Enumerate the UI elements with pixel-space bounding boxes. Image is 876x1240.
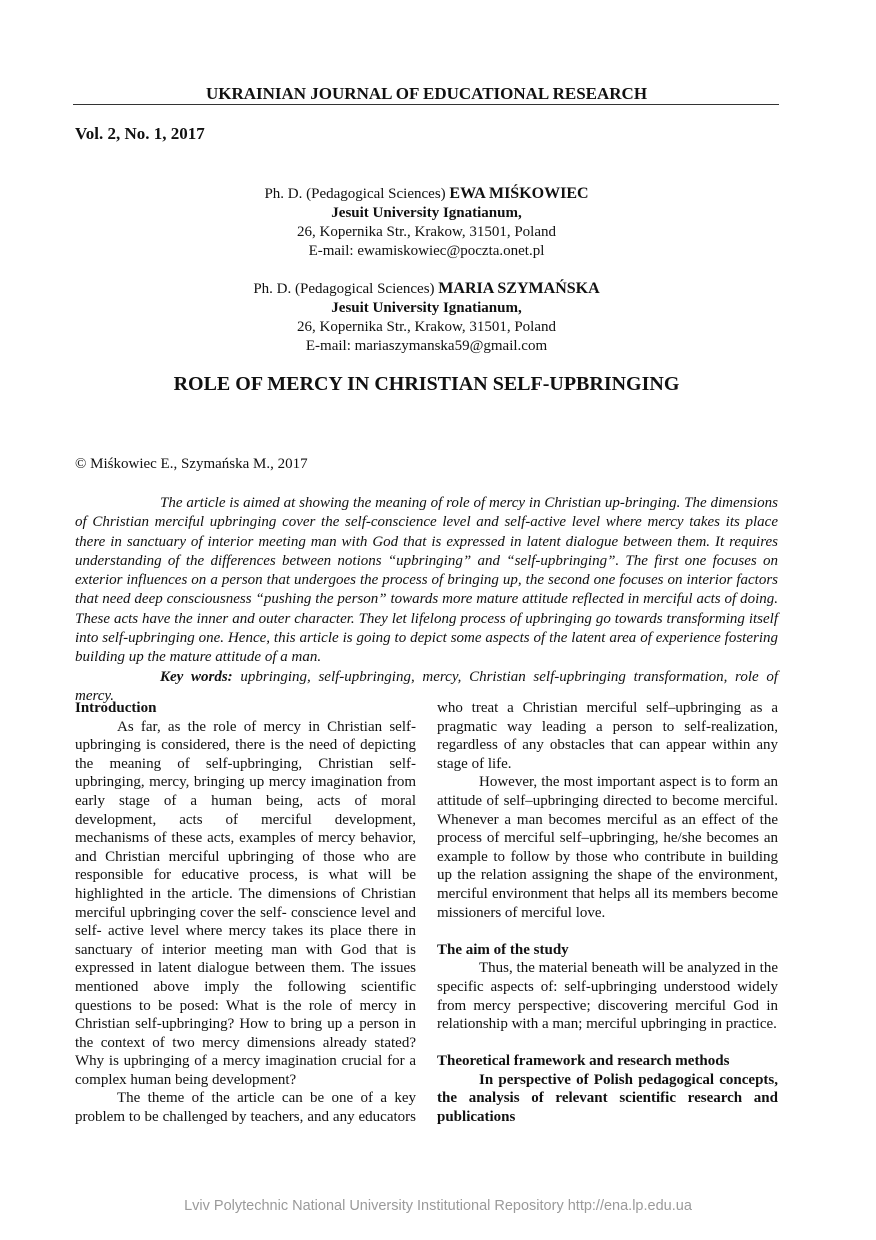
abstract	[75, 494, 778, 706]
author-affiliation: Jesuit University Ignatianum,	[331, 205, 522, 221]
keywords-label: Key words:	[160, 668, 233, 685]
copyright: © Miśkowiec E., Szymańska M., 2017	[75, 456, 308, 472]
paragraph: Thus, the material beneath will be analyzed in the specific aspects of: self-upbringing understood widely from mercy perspective; discovering merciful God in relationship with a man; merciful upbringing in practice.	[437, 960, 778, 1033]
author-affiliation: Jesuit University Ignatianum,	[331, 300, 522, 316]
volume-info: Vol. 2, No. 1, 2017	[75, 124, 205, 143]
author-degree: Ph. D. (Pedagogical Sciences)	[253, 281, 435, 297]
paragraph: As far, as the role of mercy in Christian self-upbringing is considered, there is the need of depicting the meaning of self-upbringing, Christian self-upbringing, mercy, bringing up mercy imagination from early stage of a human being, acts of moral development, acts of merciful development, mechanisms of these acts, examples of mercy behavior, and Christian merciful upbringing of those who are responsible for educative process, is what will be highlighted in the article. The dimensions of Christian merciful upbringing cover the self- conscience level and self- active level where mercy takes its place there in sanctuary of interior meeting man with God that is expressed in latent dialogue between them. The issues mentioned above imply the following scientific questions to be posed: What is the role of mercy in Christian self-upbringing? How to bring up a person in the context of two mercy dimensions already stated? Why is upbringing of a mercy imagination crucial for a complex human being development?	[75, 718, 416, 1088]
repository-footer: Lviv Polytechnic National University Institutional Repository http://ena.lp.edu.ua	[184, 1198, 692, 1214]
header-rule	[73, 104, 779, 105]
right-column	[437, 699, 778, 1127]
author-block	[75, 184, 778, 261]
paragraph: However, the most important aspect is to form an attitude of self–upbringing directed to become merciful. Whenever a man becomes merciful as an effect of the process of merciful self–upbringing, he/she becomes an example to follow by those who contribute in building up the relation assigning the shape of the environment, merciful environment that helps all its members become missioners of merciful love.	[437, 774, 778, 921]
article-title: ROLE OF MERCY IN CHRISTIAN SELF-UPBRINGING	[173, 373, 680, 395]
section-heading-aim: The aim of the study	[437, 941, 569, 958]
journal-title: UKRAINIAN JOURNAL OF EDUCATIONAL RESEARCH	[205, 84, 648, 103]
author-degree: Ph. D. (Pedagogical Sciences)	[264, 186, 446, 202]
keywords: upbringing, self-upbringing, mercy, Christian self-upbringing transformation, role of mercy.	[75, 668, 779, 704]
author-address: 26, Kopernika Str., Krakow, 31501, Poland	[297, 224, 556, 240]
author-email[interactable]: E-mail: mariaszymanska59@gmail.com	[305, 338, 548, 354]
paragraph: In perspective of Polish pedagogical concepts, the analysis of relevant scientific research and publications	[437, 1071, 778, 1126]
author-email[interactable]: E-mail: ewamiskowiec@poczta.onet.pl	[308, 243, 545, 259]
section-heading-methods: Theoretical framework and research methods	[437, 1053, 730, 1070]
author-name: MARIA SZYMAŃSKA	[438, 280, 600, 297]
left-column	[75, 699, 416, 1127]
section-heading-introduction: Introduction	[75, 700, 157, 716]
author-block	[75, 279, 778, 356]
paragraph: who treat a Christian merciful self–upbringing as a pragmatic way leading a person to self-realization, regardless of any obstacles that can appear within any stage of life.	[437, 700, 778, 772]
paragraph: The theme of the article can be one of a key problem to be challenged by teachers, and any educators	[75, 1090, 416, 1126]
author-name: EWA MIŚKOWIEC	[449, 185, 589, 202]
abstract-text: The article is aimed at showing the meaning of role of mercy in Christian up-bringing. The dimensions of Christian merciful upbringing cover the self-conscience level and self-active level where mercy takes its place there in sanctuary of interior meeting man with God that is expressed in latent dialogue between them. It requires understanding of the differences between notions “upbringing” and “self-upbringing”. The first one focuses on exterior influences on a person that undergoes the process of bringing up, the second one focuses on interior factors that need deep consciousness “pushing the person” towards more mature attitude reflected in merciful acts of doing. These acts have the inner and outer character. They let lifelong process of upbringing go towards transforming itself into self-upbringing one. Hence, this article is going to depict some aspects of the latent area of experience fostering building up the mature attitude of a man.	[75, 495, 778, 666]
author-address: 26, Kopernika Str., Krakow, 31501, Poland	[297, 319, 556, 335]
